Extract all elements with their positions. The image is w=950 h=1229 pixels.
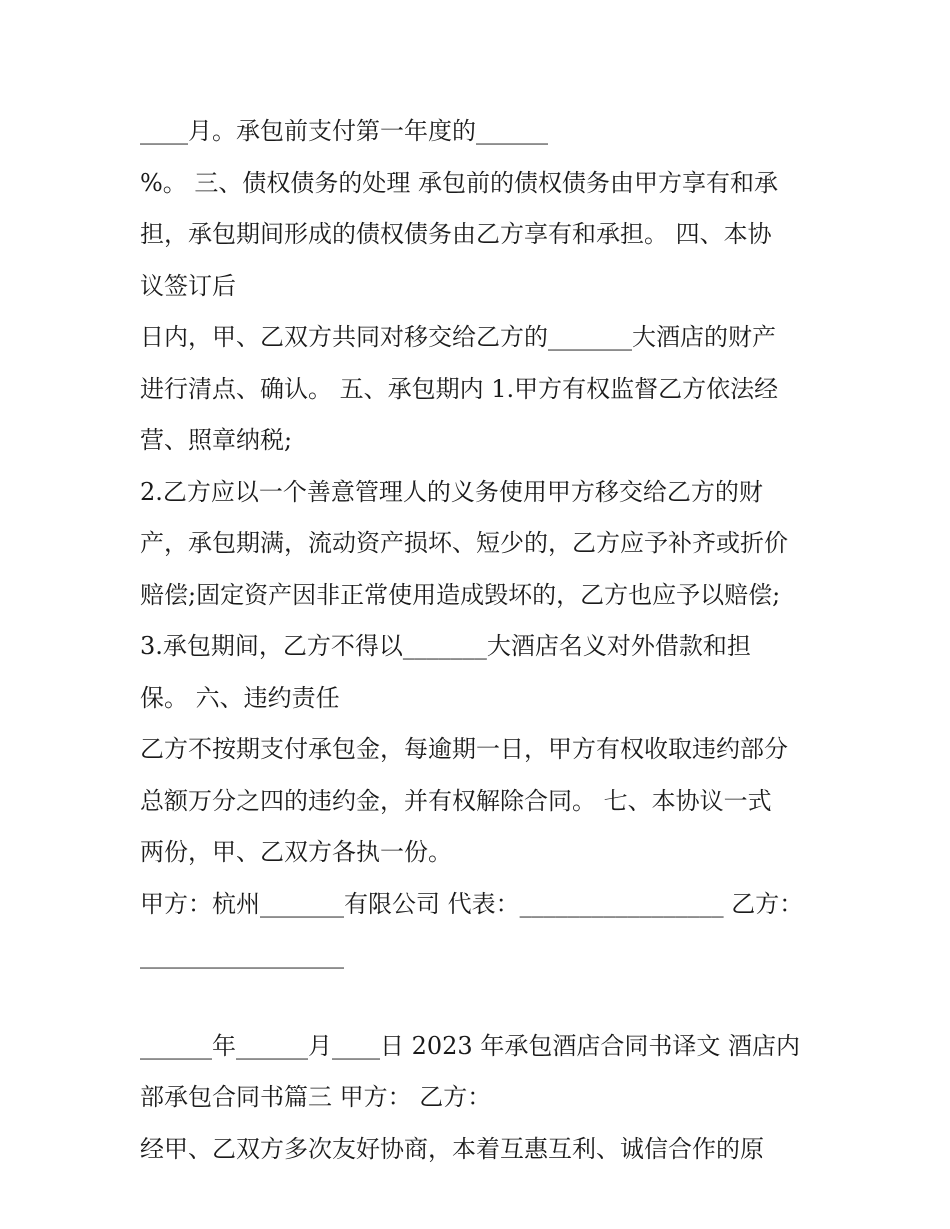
text-line: 担，承包期间形成的债权债务由乙方享有和承担。 四、本协 [140, 220, 772, 248]
text-line: 经甲、乙双方多次友好协商，本着互惠互利、诚信合作的原 [140, 1134, 764, 1163]
document-body [140, 110, 820, 1179]
date-line: ______年______月____日 2023 年承包酒店合同书译文 酒店内 [140, 1031, 800, 1060]
signature-line: 甲方：杭州_______有限公司 代表：_________________ 乙方： [140, 889, 804, 918]
text-line: 总额万分之四的违约金，并有权解除合同。 七、本协议一式 [140, 786, 772, 815]
text-line: 部承包合同书篇三 甲方： 乙方： [140, 1083, 492, 1111]
spacer [140, 986, 820, 1025]
text-line: 议签订后 [140, 271, 236, 300]
text-line: 营、照章纳税; [140, 426, 293, 454]
text-line: 3.承包期间，乙方不得以_______大酒店名义对外借款和担 [140, 632, 751, 660]
text-line: 进行清点、确认。 五、承包期内 1.甲方有权监督乙方依法经 [140, 374, 779, 403]
text-line: 2.乙方应以一个善意管理人的义务使用甲方移交给乙方的财 [140, 477, 763, 506]
text-line: %。 三、债权债务的处理 承包前的债权债务由甲方享有和承 [140, 168, 779, 197]
text-line: 保。 六、违约责任 [140, 683, 340, 712]
text-line: ____月。承包前支付第一年度的______ [140, 117, 548, 145]
text-line: 乙方不按期支付承包金，每逾期一日，甲方有权收取违约部分 [140, 735, 788, 763]
text-line: 两份，甲、乙双方各执一份。 [140, 838, 452, 866]
text-line: 产，承包期满，流动资产损坏、短少的，乙方应予补齐或折价 [140, 529, 788, 557]
signature-blank: _________________ [140, 941, 344, 969]
text-line: 日内，甲、乙双方共同对移交给乙方的_______大酒店的财产 [140, 323, 776, 351]
text-line: 赔偿;固定资产因非正常使用造成毁坏的，乙方也应予以赔偿; [140, 580, 781, 609]
